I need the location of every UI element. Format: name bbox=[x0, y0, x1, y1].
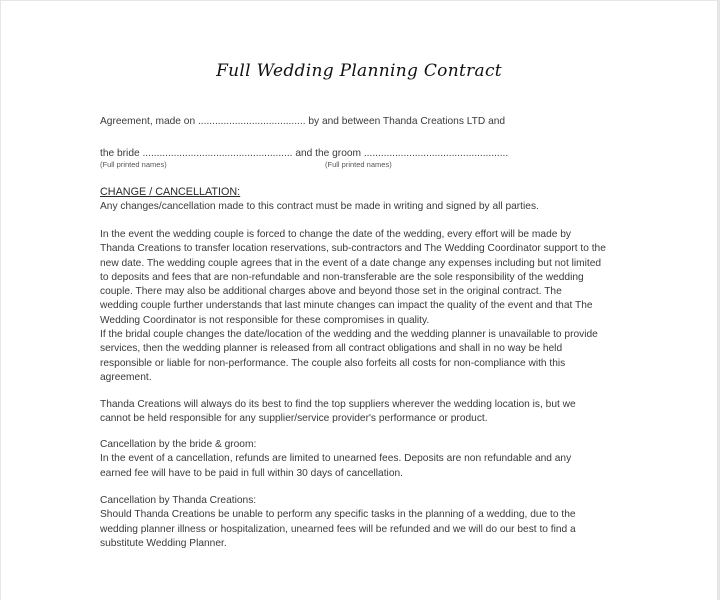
paragraph-cancellation-bride-groom bbox=[100, 438, 620, 481]
paragraph-cancellation-thanda bbox=[100, 494, 620, 551]
paragraph-line: agreement. bbox=[100, 371, 152, 383]
paragraph-line: to deposits and fees that are non-refundable and non-transferable are the sole responsibility of the wedding bbox=[100, 271, 584, 283]
paragraph-line: In the event the wedding couple is forced to change the date of the wedding, every effort will be made by bbox=[100, 229, 572, 240]
paragraph-line: wedding couple further understands that last minute changes can impact the quality of the event and that The bbox=[100, 300, 593, 312]
paragraph-line: Cancellation by the bride & groom: bbox=[100, 439, 257, 450]
paragraph-line: In the event of a cancellation, refunds are limited to unearned fees. Deposits are non refundable and any bbox=[100, 453, 572, 465]
paragraph-line: Should Thanda Creations be unable to perform any specific tasks in the planning of a wedding, due to the bbox=[100, 509, 576, 521]
paragraph-line: If the bridal couple changes the date/location of the wedding and the wedding planner is unavailable to provide bbox=[100, 329, 598, 341]
paragraph-line: Thanda Creations will always do its best to find the top suppliers wherever the wedding location is, but we bbox=[100, 399, 576, 410]
paragraph-suppliers bbox=[100, 398, 620, 427]
paragraph-line: Cancellation by Thanda Creations: bbox=[100, 495, 257, 506]
paragraph-date-change bbox=[100, 228, 620, 385]
paragraph-line: wedding planner illness or hospitalization, unearned fees will be refunded and we will do our best to find a bbox=[100, 523, 576, 535]
document-page bbox=[1, 1, 717, 600]
printed-name-groom-label: (Full printed names) bbox=[325, 160, 392, 169]
section-heading: CHANGE / CANCELLATION: bbox=[100, 186, 241, 198]
printed-name-bride-label: (Full printed names) bbox=[100, 160, 167, 169]
parties-line: the bride ..................................................... and the groom ................................................... bbox=[100, 148, 509, 159]
paragraph-line: earned fee will have to be paid in full within 30 days of cancellation. bbox=[100, 467, 403, 479]
paragraph-line: Wedding Coordinator is not responsible for these compromises in quality. bbox=[100, 314, 430, 326]
paragraph-line: responsible or liable for non-performance. The couple also forfeits all costs for non-compliance with this bbox=[100, 357, 566, 369]
paragraph-line: substitute Wedding Planner. bbox=[100, 537, 227, 549]
paragraph-line: cannot be held responsible for any supplier/service provider's performance or product. bbox=[100, 413, 488, 425]
paragraph-line: couple. There may also be additional charges above and beyond those set in the original contract. The bbox=[100, 286, 562, 298]
paragraph-line: services, then the wedding planner is released from all contract obligations and shall in no way be held bbox=[100, 343, 563, 355]
paragraph-line: Thanda Creations to transfer location reservations, sub-contractors and The Wedding Coordinator support to the bbox=[100, 243, 606, 255]
agreement-line: Agreement, made on ...................................... by and between Thanda Creations LTD and bbox=[100, 116, 506, 127]
section-intro: Any changes/cancellation made to this contract must be made in writing and signed by all parties. bbox=[100, 201, 539, 212]
paragraph-line: new date. The wedding couple agrees that in the event of a date change any expenses including but not limited bbox=[100, 257, 602, 269]
document-title: Full Wedding Planning Contract bbox=[216, 61, 502, 81]
